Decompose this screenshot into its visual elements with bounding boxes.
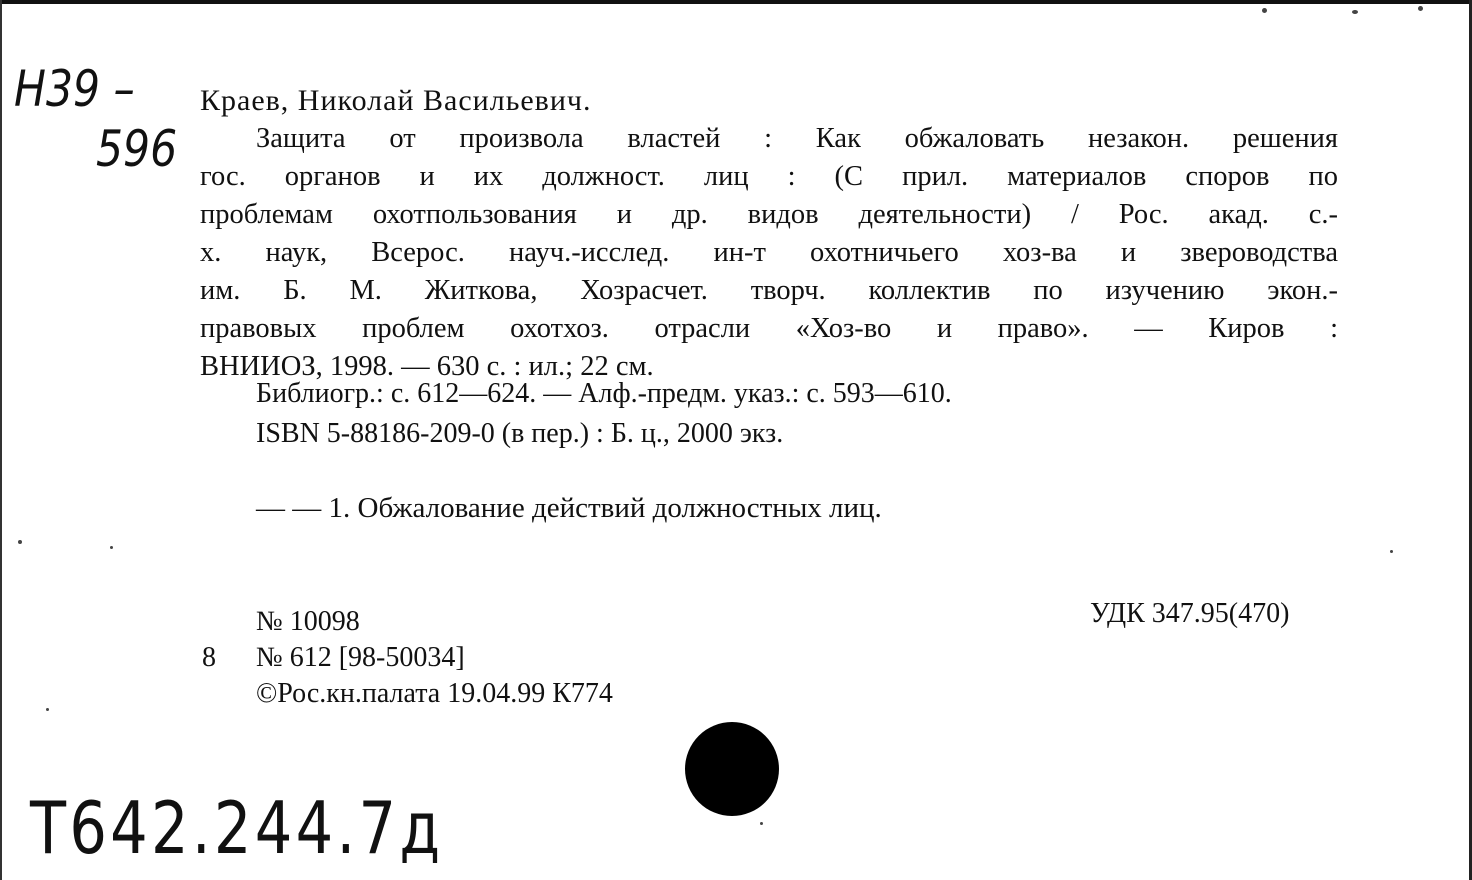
bibliographic-description [200,120,1338,386]
scan-speck [110,546,113,549]
scan-speck [1262,8,1267,13]
registration-number: № 10098 [256,606,360,637]
description-line: проблемам охотпользования и др. видов деятельности) / Рос. акад. с.- [200,199,1338,230]
isbn-line: ISBN 5-88186-209-0 (в пер.) : Б. ц., 2000 экз. [256,418,784,449]
description-line: Защита от произвола властей : Как обжаловать незакон. решения [256,123,1338,154]
scan-speck [1390,550,1393,553]
scan-speck [46,708,49,711]
shelf-mark-line1: Н39 – [14,60,135,118]
description-line: им. Б. М. Житкова, Хозрасчет. творч. коллектив по изучению экон.- [200,275,1338,306]
punch-hole [685,722,779,816]
subject-tracing: — — 1. Обжалование действий должностных лиц. [256,492,882,524]
udc-code: УДК 347.95(470) [1090,598,1290,629]
card-number: № 612 [98-50034] [256,642,465,673]
description-line: х. наук, Всерос. науч.-исслед. ин-т охотничьего хоз-ва и звероводства [200,237,1338,268]
card-top-edge [0,0,1472,4]
scan-speck [18,540,22,544]
description-line: гос. органов и их должност. лиц : (С прил. материалов споров по [200,161,1338,192]
copyright-line: ©Рос.кн.палата 19.04.99 К774 [256,678,613,709]
inventory-mark: Т642.244.7д [30,786,444,870]
description-line: ВНИИОЗ, 1998. — 630 с. : ил.; 22 см. [200,351,654,382]
scan-speck [1418,6,1423,11]
card-left-edge [0,0,2,880]
copies-count: 8 [202,642,216,673]
scan-speck [1352,10,1358,14]
bibliography-note: Библиогр.: с. 612—624. — Алф.-предм. указ.: с. 593—610. [256,378,952,409]
description-line: правовых проблем охотхоз. отрасли «Хоз-во и право». — Киров : [200,313,1338,344]
scan-speck [760,822,763,825]
shelf-mark-line2: 596 [96,120,178,178]
author-heading: Краев, Николай Васильевич. [200,84,592,117]
